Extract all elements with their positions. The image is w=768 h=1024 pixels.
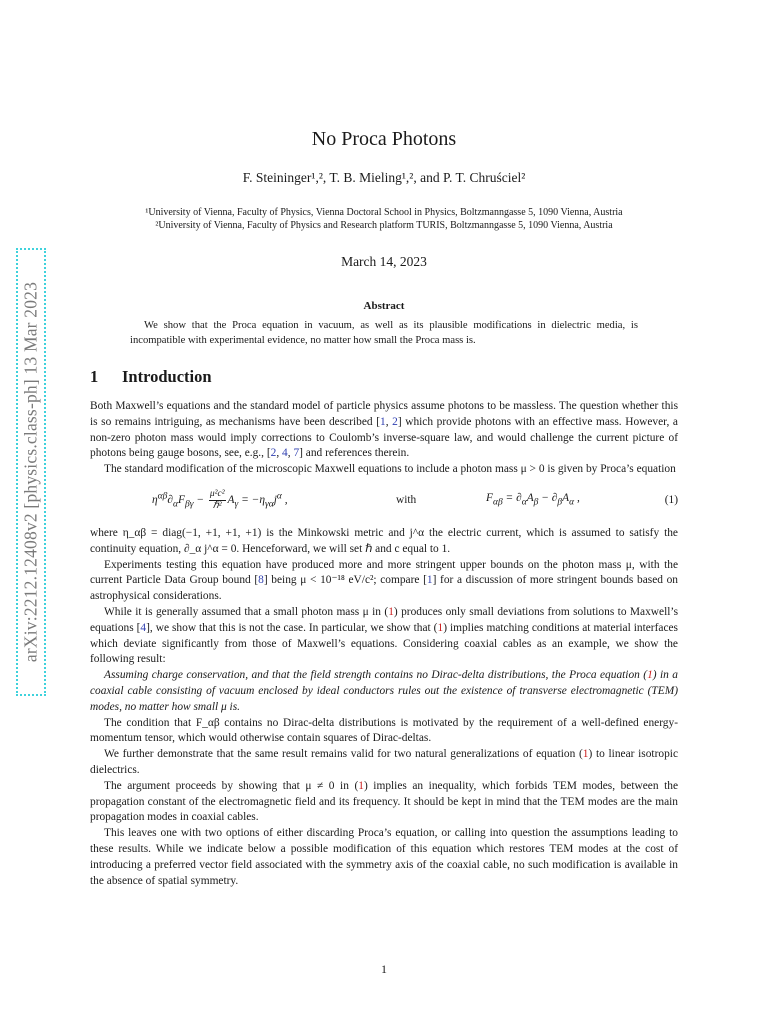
affiliation-1: ¹University of Vienna, Faculty of Physics, Vienna Doctoral School in Physics, Boltzmanngasse 5, 1090 Vienna, Austria [145,207,623,218]
paragraph: The argument proceeds by showing that μ ≠ 0 in (1) implies an inequality, which forbids TEM modes, between the propagation constant of the electromagnetic field and its frequency. It should be kept in mind that the TEM modes are the main propagation modes in coaxial cables. [90,779,679,824]
paragraph: This leaves one with two options of either discarding Proca’s equation, or calling into question the assumptions leading to these results. While we indicate below a possible modification of this equation which restores TEM modes at the cost of introducing a preferred vector field associated with the symmetry axis of the coaxial cable, no such modification is available in the absence of spatial symmetry. [90,827,678,887]
section-number: 1 [90,367,99,386]
mass-fraction: $\frac{\text{μ²c²}}{\text{ℏ²}}$ [209,488,225,511]
citation-link[interactable]: 2 [270,447,277,460]
paper-title: No Proca Photons [311,128,457,150]
equation-link[interactable]: 1 [388,605,394,618]
citation-link[interactable]: 1 [426,574,433,587]
theorem-statement: Assuming charge conservation, and that the field strength contains no Dirac-delta distributions, the Proca equation (1) in a coaxial cable consisting of vacuum enclosed by ideal conductors rules out the existence of transverse electromagnetic (TEM) modes, no matter how small μ is. [90,669,679,713]
citation-link[interactable]: 2 [392,415,398,428]
paragraph: Experiments testing this equation have produced more and more stringent upper bounds on the photon mass μ, with the current Particle Data Group bound [8] being μ < 10⁻¹⁸ eV/c²; compare [1] for a discussion of more stringent bounds based on astrophysical considerations. [90,558,678,603]
author-list: F. Steininger¹,², T. B. Mieling¹,², and P. T. Chruściel² [242,170,526,185]
section-heading [90,367,212,387]
arxiv-stamp[interactable] [16,248,46,696]
paragraph: We further demonstrate that the same result remains valid for two natural generalizations of equation (1) to linear isotropic dielectrics. [90,748,678,776]
equation-rhs: $F_{\alpha\beta} = \partial_\alpha A_\beta - \partial_\beta A_\alpha$ , [486,491,580,508]
citation-link[interactable]: 7 [293,447,300,460]
paragraph: The condition that F_αβ contains no Dirac-delta distributions is motivated by the requirement of a well-defined energy-momentum tensor, which would otherwise contain squares of Dirac-deltas. [90,716,678,745]
equation-link[interactable]: 1 [437,621,444,634]
abstract-text: We show that the Proca equation in vacuum, as well as its plausible modifications in dielectric media, is incompatible with experimental evidence, no matter how small the Proca mass is. [130,320,638,346]
paragraph: The standard modification of the microscopic Maxwell equations to include a photon mass μ > 0 is given by Proca’s equation [104,463,676,476]
equation-link[interactable]: 1 [582,748,589,761]
paragraph: While it is generally assumed that a small photon mass μ in (1) produces only small deviations from solutions to Maxwell’s equations [4], we show that this is not the case. In particular, we show that (1) implies matching conditions at material interfaces which deviate significantly from those of Maxwell’s equations. Considering coaxial cables as an example, we show the following result: [90,605,678,666]
section-title: Introduction [122,367,212,386]
equation-with: with [396,494,417,507]
abstract-heading: Abstract [363,300,405,312]
citation-link[interactable]: 8 [258,574,264,587]
equation-link[interactable]: 1 [647,669,653,682]
citation-link[interactable]: 4 [282,447,288,460]
paper-date: March 14, 2023 [341,254,427,269]
paragraph: Both Maxwell’s equations and the standard model of particle physics assume photons to be massless. The question whether this is so remains intriguing, as mechanisms have been described [1, 2] which provide photons with an effective mass. However, a non-zero photon mass would imply corrections to Coulomb’s inverse-square law, and would challenge the current picture of photons being gauge bosons, see, e.g., [2, 4, 7] and references therein. [90,400,678,460]
body-text [90,399,678,889]
paragraph: where η_αβ = diag(−1, +1, +1, +1) is the Minkowski metric and j^α the electric current, which is assumed to satisfy the continuity equation, ∂_α j^α = 0. Henceforward, we will set ℏ and c equal to 1. [90,526,678,555]
page-number: 1 [381,962,387,976]
affiliation-2: ²University of Vienna, Faculty of Physics and Research platform TURIS, Boltzmanngasse 5, 1090 Vienna, Austria [155,220,613,231]
equation-lhs: $\eta^{\alpha\beta}\partial_\alpha F_{\beta\gamma}$ − $\frac{\text{μ²c²}}{\text{ℏ²}}$ $A_\gamma = -\eta_{\gamma\alpha}j^\alpha$ , [152,488,288,511]
equation-number: (1) [664,494,678,507]
arxiv-id[interactable]: arXiv:2212.12408v2 [physics.class-ph] 13 Mar 2023 [20,281,41,663]
equation-link[interactable]: 1 [358,779,364,792]
citation-link[interactable]: 1 [380,415,386,428]
citation-link[interactable]: 4 [140,621,147,634]
equation-1 [90,484,678,518]
